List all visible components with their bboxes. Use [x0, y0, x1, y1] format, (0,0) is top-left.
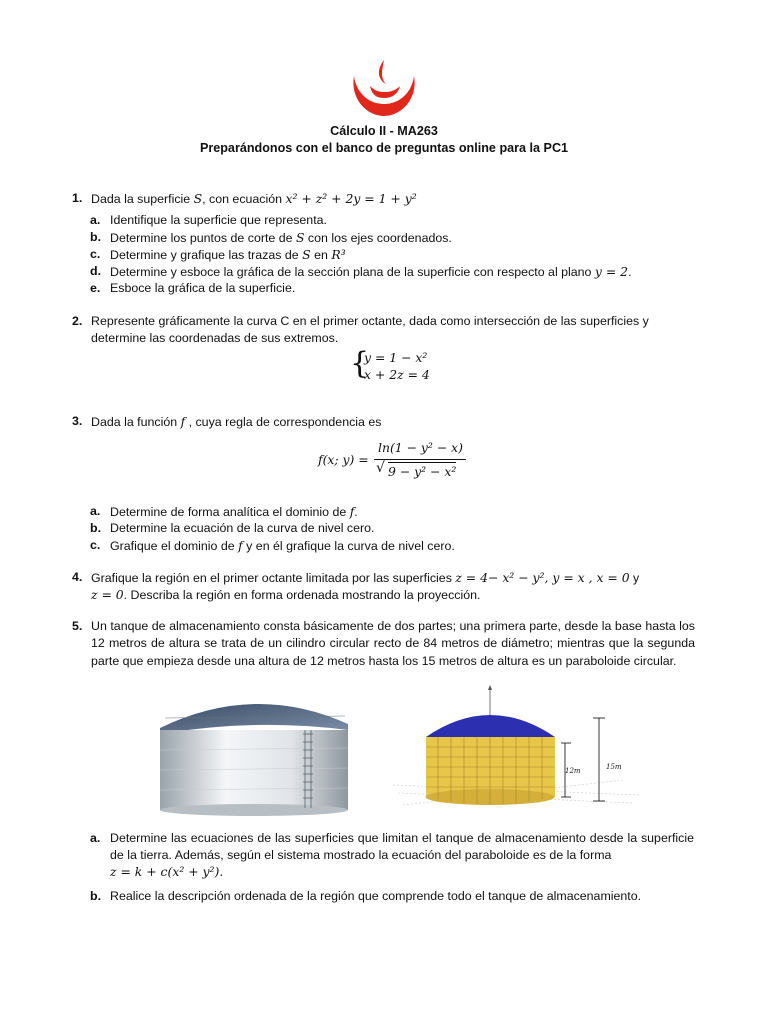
tank-diagram [393, 685, 639, 815]
q5-paragraph: Un tanque de almacenamiento consta básicamente de dos partes; una primera parte, desde la base hasta los 12 metros de altura se trata de un cilindro circular recto de 84 metros de diámetro; mientras que la segunda parte que empieza desde una altura de 12 metros hasta los 15 metros de altura es un paraboloide circular. [91, 619, 695, 668]
q1-number: 1. [72, 191, 83, 205]
tank-photo [155, 690, 355, 818]
q4-line2: z = 0. Describa la región en forma ordenada mostrando la proyección. [91, 587, 481, 602]
q1a-label: a. [90, 213, 101, 227]
q4-number: 4. [72, 570, 83, 584]
q2-system-eq1: y = 1 − x² [364, 350, 428, 365]
q1d-text: Determine y esboce la gráfica de la sección plana de la superficie con respecto al plano y = 2. [110, 264, 632, 279]
q5-number: 5. [72, 619, 83, 633]
q3-formula [318, 440, 478, 484]
q5b-text: Realice la descripción ordenada de la región que comprende todo el tanque de almacenamiento. [110, 889, 642, 903]
q1b-text: Determine los puntos de corte de S con los ejes coordenados. [110, 230, 452, 245]
q4-line1: Grafique la región en el primer octante limitada por las superficies z = 4− x² − y², y = x , x = 0 y [91, 570, 640, 585]
q5a-equation: z = k + c(x² + y²). [110, 864, 224, 879]
q5b-label: b. [90, 889, 102, 903]
q2-system-eq2: x + 2z = 4 [364, 367, 430, 382]
q1c-label: c. [90, 247, 101, 261]
q1d-label: d. [90, 264, 102, 278]
q3-numerator: ln(1 − y² − x) [378, 440, 463, 455]
q1b-label: b. [90, 230, 102, 244]
q3c-text: Grafique el dominio de f y en él grafique la curva de nivel cero. [110, 538, 455, 553]
q1a-text: Identifique la superficie que representa. [110, 213, 327, 227]
q3c-label: c. [90, 538, 101, 552]
page-subtitle: Preparándonos con el banco de preguntas online para la PC1 [199, 141, 569, 155]
q3-denominator: 9 − y² − x² [388, 464, 457, 479]
label-12m: 12m [565, 767, 581, 775]
q3b-label: b. [90, 521, 102, 535]
q5a-text: Determine las ecuaciones de las superficies que limitan el tanque de almacenamiento desde la superficie de la tierra. Además, según el sistema mostrado la ecuación del paraboloide es de la forma [110, 831, 694, 863]
q1c-text: Determine y grafique las trazas de S en R³ [110, 247, 346, 262]
q3a-text: Determine de forma analítica el dominio de f. [110, 504, 358, 519]
q1-statement: Dada la superficie S, con ecuación x² + z² + 2y = 1 + y² [91, 191, 417, 206]
course-title: Cálculo II - MA263 [330, 124, 438, 138]
q2-line2: determine las coordenadas de sus extremos. [91, 331, 339, 345]
label-15m: 15m [606, 763, 622, 771]
upc-logo [348, 58, 420, 118]
q1e-label: e. [90, 281, 101, 295]
q2-number: 2. [72, 314, 83, 328]
sqrt-icon: √ [376, 460, 385, 476]
q5a-label: a. [90, 831, 101, 845]
q3b-text: Determine la ecuación de la curva de nivel cero. [110, 521, 375, 535]
q2-line1: Represente gráficamente la curva C en el primer octante, dada como intersección de las superficies y [91, 314, 649, 328]
q1e-text: Esboce la gráfica de la superficie. [110, 281, 296, 295]
q3-statement: Dada la función f , cuya regla de correspondencia es [91, 414, 382, 429]
q3-lhs: f(x; y) = [318, 452, 369, 467]
q3a-label: a. [90, 504, 101, 518]
q3-fraction-bar [374, 459, 466, 460]
q3-number: 3. [72, 414, 83, 428]
